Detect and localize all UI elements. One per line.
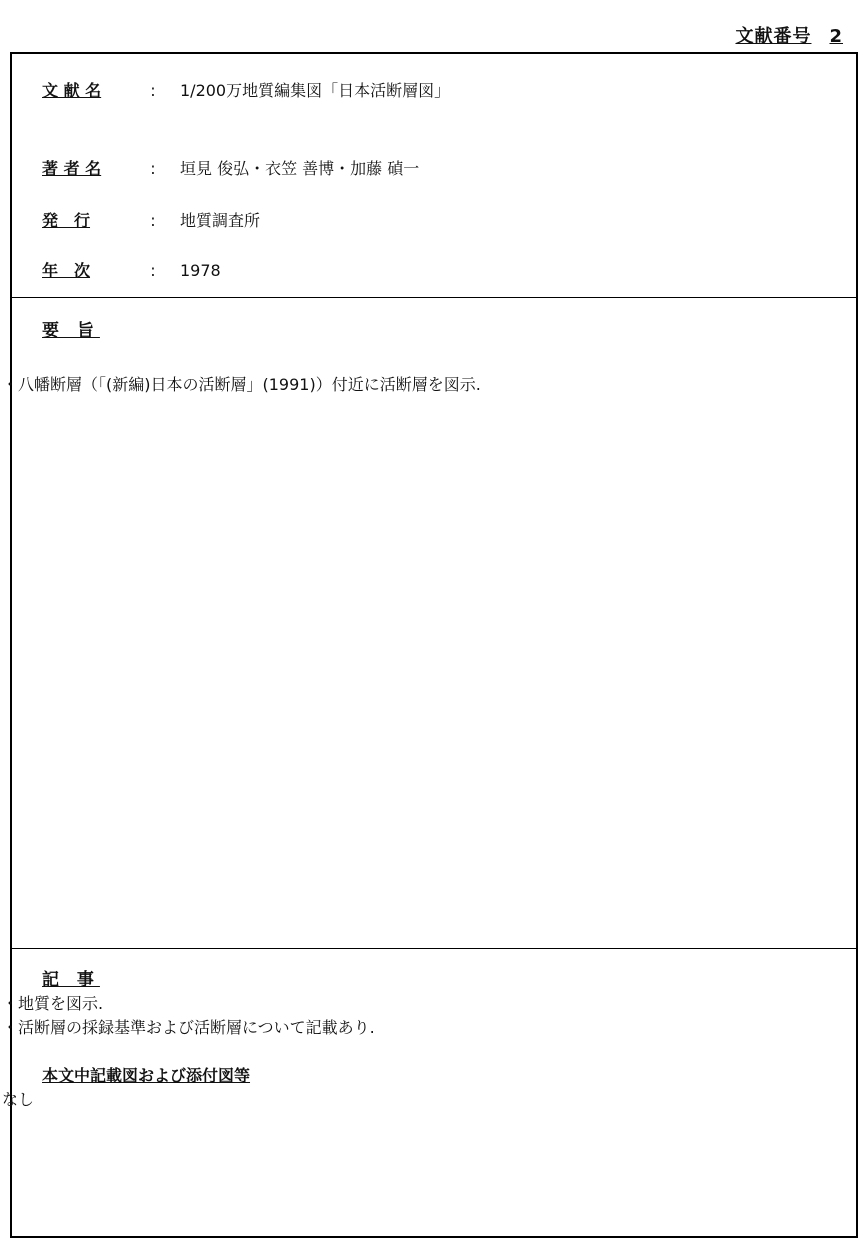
publisher-colon: :: [150, 211, 156, 230]
summary-heading: 要 旨: [42, 321, 100, 341]
year-value: 1978: [180, 261, 221, 280]
notes-section: [2, 949, 856, 1236]
title-colon: :: [150, 81, 156, 100]
authors-colon: :: [150, 159, 156, 178]
year-row: [42, 258, 221, 281]
title-value: 1/200万地質編集図「日本活断層図」: [180, 81, 451, 100]
notes-heading: 記 事: [42, 970, 100, 990]
notes-item: ・活断層の採録基準および活断層について記載あり.: [2, 1018, 375, 1037]
notes-item: ・地質を図示.: [2, 994, 104, 1013]
document-number-label: 文献番号: [735, 26, 812, 47]
document-number-value: 2: [829, 26, 843, 47]
document-number: [735, 22, 843, 48]
figures-heading: 本文中記載図および添付図等: [42, 1066, 251, 1085]
year-label: 年 次: [42, 261, 91, 280]
publisher-label: 発 行: [42, 211, 91, 230]
summary-section: [2, 298, 856, 949]
authors-label: 著 者 名: [42, 159, 102, 178]
figures-value: なし: [2, 1090, 35, 1109]
publisher-row: [42, 208, 260, 231]
year-colon: :: [150, 261, 156, 280]
title-row: [42, 78, 450, 101]
authors-value: 垣見 俊弘・衣笠 善博・加藤 碵一: [180, 159, 420, 178]
document-frame: [2, 52, 858, 1238]
title-label: 文 献 名: [42, 81, 102, 100]
publisher-value: 地質調査所: [180, 211, 261, 230]
summary-item: ・八幡断層（「(新編)日本の活断層」(1991)）付近に活断層を図示.: [2, 375, 481, 394]
authors-row: [42, 156, 419, 179]
metadata-section: [12, 54, 856, 298]
